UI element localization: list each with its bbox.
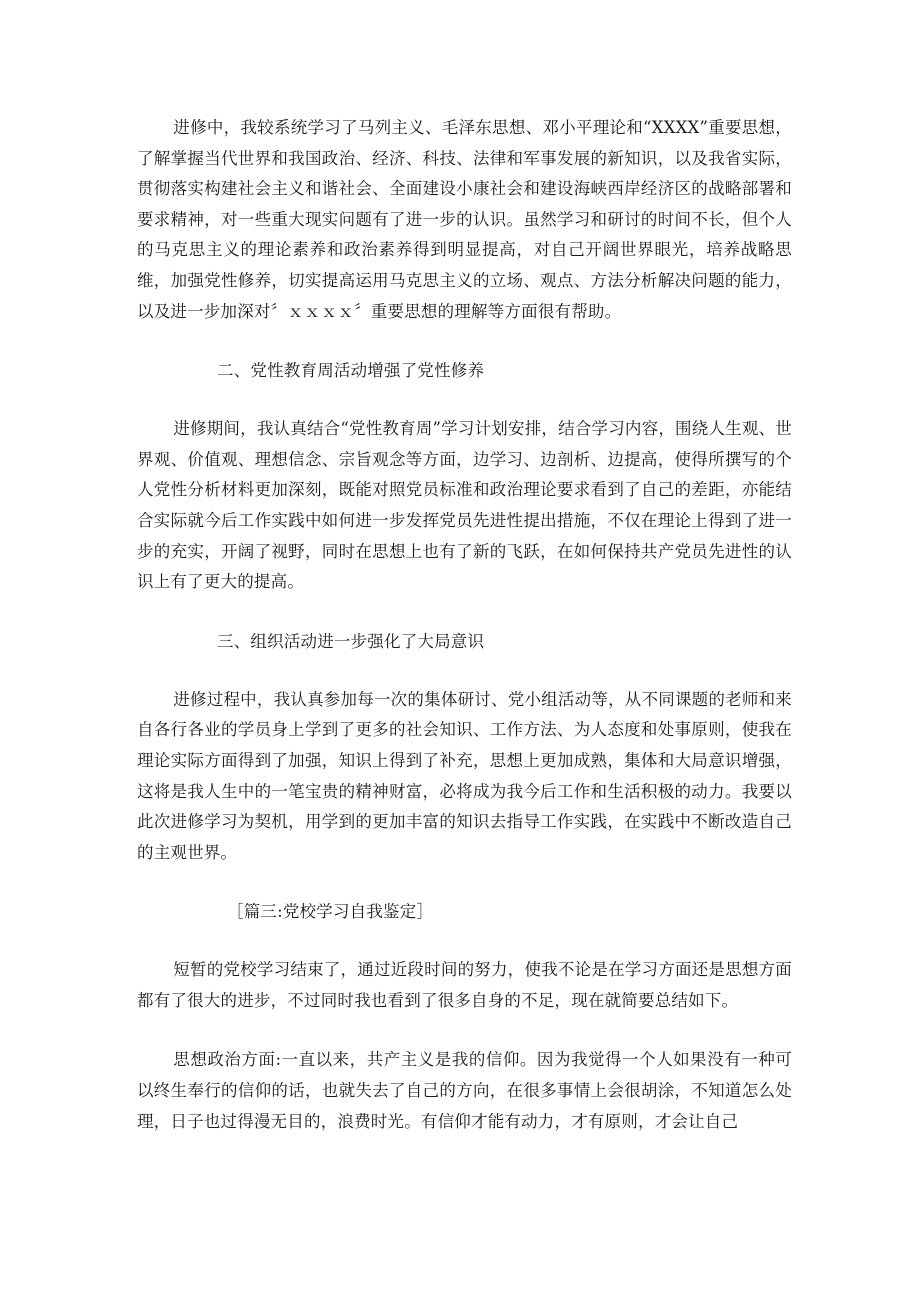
paragraph-party-education: 进修期间，我认真结合“党性教育周”学习计划安排，结合学习内容，围绕人生观、世界观、价值观、理想信念、宗旨观念等方面，边学习、边剖析、边提高，使得所撰写的个人党性分析材料更加深刻，既能对照党员标准和政治理论要求看到了自己的差距，亦能结合实际就今后工作实践中如何进一步发挥党员先进性提出措施，不仅在理论上得到了进一步的充实，开阔了视野，同时在思想上也有了新的飞跃，在如何保持共产党员先进性的认识上有了更大的提高。 (137, 419, 792, 592)
paragraph-political-thought: 思想政治方面:一直以来，共产主义是我的信仰。因为我觉得一个人如果没有一种可以终生奉行的信仰的话，也就失去了自己的方向，在很多事情上会很胡涂，不知道怎么处理，日子也过得漫无目的，浪费时光。有信仰才能有动力，才有原则，才会让自己 (137, 1050, 792, 1131)
section-heading-organization: 三、组织活动进一步强化了大局意识 (217, 631, 485, 651)
article-title-part-three: ［篇三:党校学习自我鉴定］ (227, 902, 434, 922)
paragraph-organization: 进修过程中，我认真参加每一次的集体研讨、党小组活动等，从不同课题的老师和来自各行各业的学员身上学到了更多的社会知识、工作方法、为人态度和处事原则，使我在理论实际方面得到了加强，知识上得到了补充，思想上更加成熟，集体和大局意识增强，这将是我人生中的一笔宝贵的精神财富，必将成为我今后工作和生活积极的动力。我要以此次进修学习为契机，用学到的更加丰富的知识去指导工作实践，在实践中不断改造自己的主观世界。 (137, 689, 792, 862)
paragraph-study-summary: 进修中，我较系统学习了马列主义、毛泽东思想、邓小平理论和“XXXX”重要思想，了解掌握当代世界和我国政治、经济、科技、法律和军事发展的新知识，以及我省实际，贯彻落实构建社会主义和谐社会、全面建设小康社会和建设海峡西岸经济区的战略部署和要求精神，对一些重大现实问题有了进一步的认识。虽然学习和研讨的时间不长，但个人的马克思主义的理论素养和政治素养得到明显提高，对自己开阔世界眼光，培养战略思维，加强党性修养，切实提高运用马克思主义的立场、观点、方法分析解决问题的能力，以及进一步加深对〞ｘｘｘｘ〞重要思想的理解等方面很有帮助。 (137, 118, 792, 321)
document-body (137, 113, 792, 1137)
section-heading-party-education: 二、党性教育周活动增强了党性修养 (217, 361, 485, 381)
paragraph-summary-intro: 短暂的党校学习结束了，通过近段时间的努力，使我不论是在学习方面还是思想方面都有了很大的进步，不过同时我也看到了很多自身的不足，现在就简要总结如下。 (137, 960, 792, 1010)
